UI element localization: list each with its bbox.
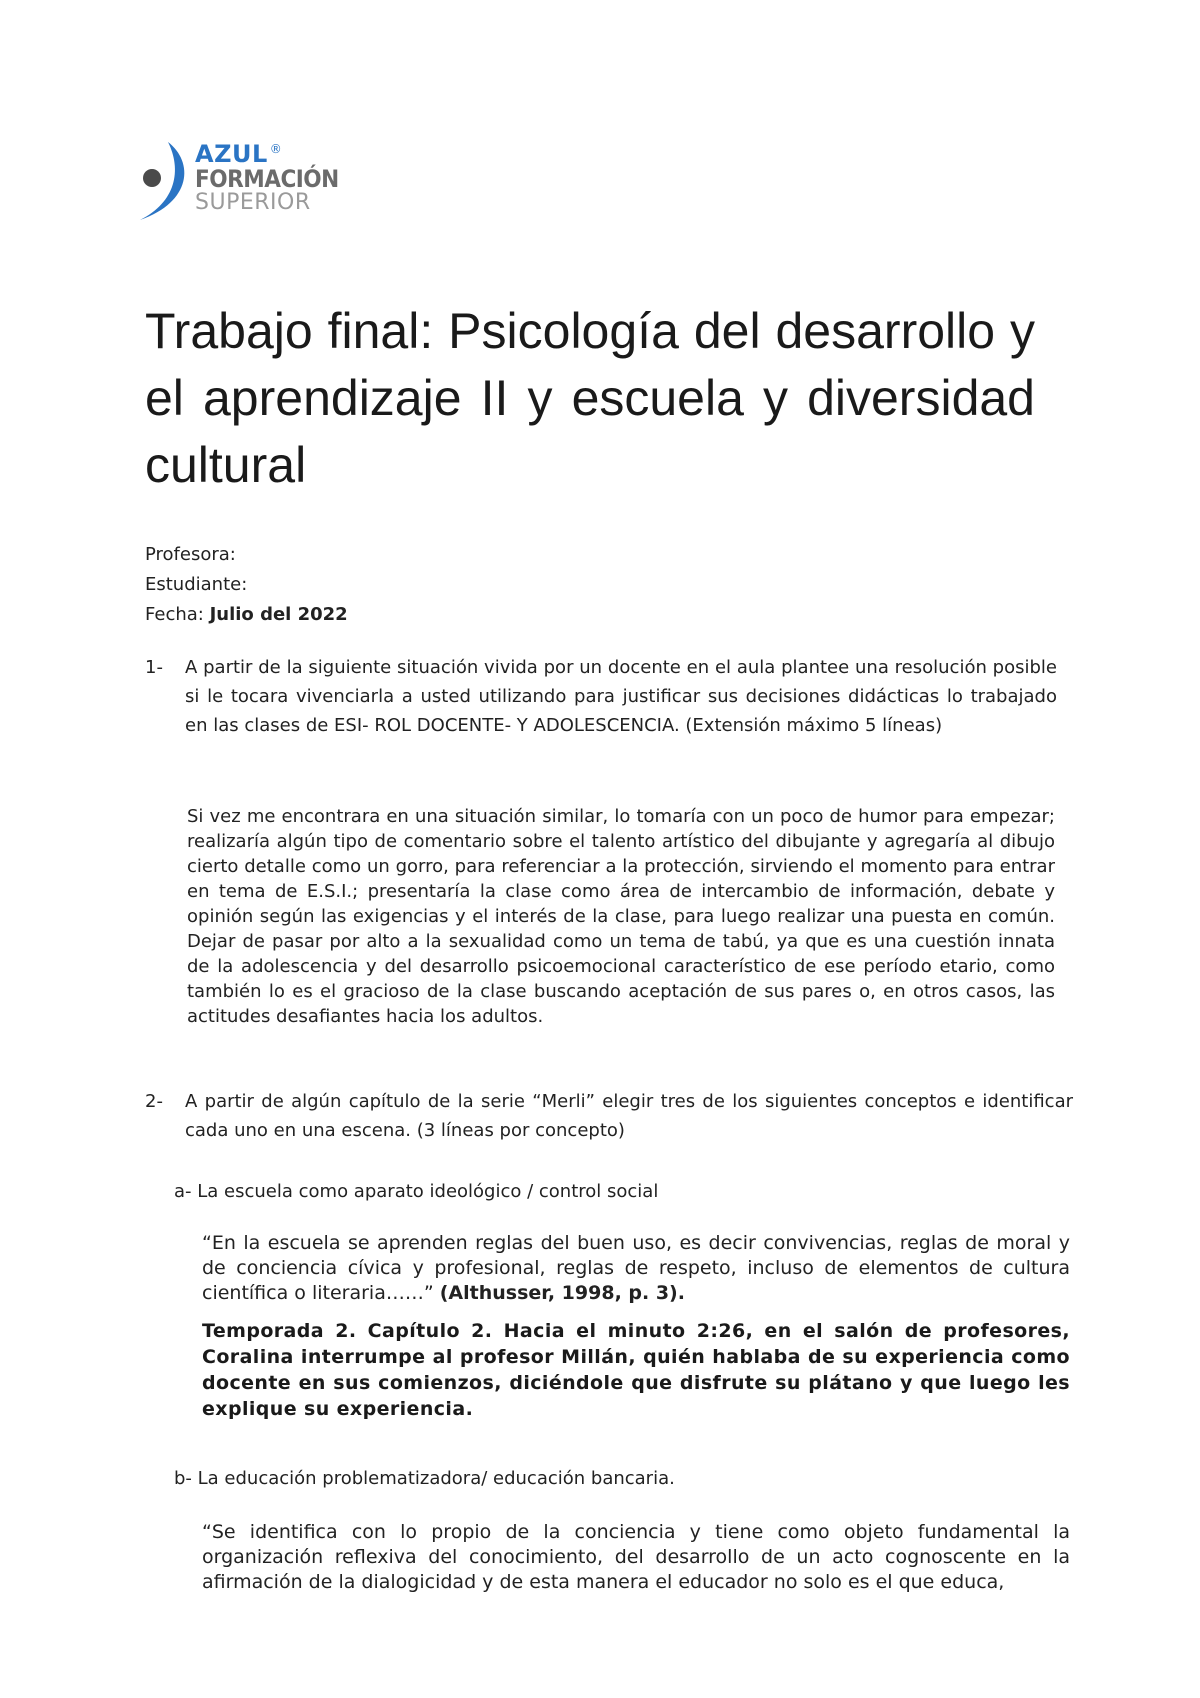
scene-a: Temporada 2. Capítulo 2. Hacia el minuto 2:26, en el salón de profesores, Coralina interrumpe al profesor Millán, quién hablaba de su experiencia como docente en sus comienzos, diciéndole que disfrute su plátano y que luego les explique su experiencia. xyxy=(202,1320,1070,1420)
estudiante-label: Estudiante: xyxy=(145,574,248,595)
quote-citation: (Althusser, 1998, p. 3). xyxy=(439,1282,685,1304)
document-title: Trabajo final: Psicología del desarrollo y el aprendizaje II y escuela y diversidad cultural xyxy=(145,303,1035,493)
logo-azul: AZUL ® xyxy=(195,140,283,168)
fecha-line xyxy=(145,600,348,630)
quote-a xyxy=(202,1231,1070,1306)
question-number: 1- xyxy=(145,657,163,678)
logo-formacion: FORMACIÓN xyxy=(195,165,339,193)
profesora-label: Profesora: xyxy=(145,544,236,565)
logo-swoosh-icon xyxy=(138,140,198,222)
subitem-a xyxy=(174,1178,658,1206)
quote-b: “Se identifica con lo propio de la conciencia y tiene como objeto fundamental la organización reflexiva del conocimiento, del desarrollo de un acto cognoscente en la afirmación de la dialogicidad y de esta manera el educador no solo es el que educa, xyxy=(202,1521,1070,1593)
question-text: A partir de la siguiente situación vivida por un docente en el aula plantee una resolución posible si le tocara vivenciarla a usted utilizando para justificar sus decisiones didácticas lo trabajado en las clases de ESI- ROL DOCENTE- Y ADOLESCENCIA. (Extensión máximo 5 líneas) xyxy=(185,657,1057,736)
question-text: A partir de algún capítulo de la serie “Merli” elegir tres de los siguientes conceptos e identificar cada uno en una escena. (3 líneas por concepto) xyxy=(185,1091,1073,1141)
subitem-b xyxy=(174,1465,675,1493)
subitem-label: La educación problematizadora/ educación bancaria. xyxy=(197,1468,675,1489)
fecha-label: Fecha: xyxy=(145,604,204,625)
subitem-letter: b- xyxy=(174,1468,192,1489)
logo-superior: SUPERIOR xyxy=(195,190,311,215)
brand-logo xyxy=(138,140,338,222)
subitem-label: La escuela como aparato ideológico / control social xyxy=(197,1181,659,1202)
fecha-value: Julio del 2022 xyxy=(209,604,348,625)
subitem-letter: a- xyxy=(174,1181,192,1202)
question-number: 2- xyxy=(145,1091,163,1112)
document-meta xyxy=(145,540,348,630)
quote-text: “En la escuela se aprenden reglas del buen uso, es decir convivencias, reglas de moral y de conciencia cívica y profesional, reglas de respeto, incluso de elementos de cultura científica o literaria……” xyxy=(202,1232,1070,1304)
answer-1: Si vez me encontrara en una situación similar, lo tomaría con un poco de humor para empezar; realizaría algún tipo de comentario sobre el talento artístico del dibujante y agregaría al dibujo cierto detalle como un gorro, para referenciar a la protección, sirviendo el momento para entrar en tema de E.S.I.; presentaría la clase como área de intercambio de información, debate y opinión según las exigencias y el interés de la clase, para luego realizar una puesta en común. Dejar de pasar por alto a la sexualidad como un tema de tabú, ya que es una cuestión innata de la adolescencia y del desarrollo psicoemocional característico de ese período etario, como también lo es el gracioso de la clase buscando aceptación de sus pares o, en otros casos, las actitudes desafiantes hacia los adultos. xyxy=(187,806,1055,1027)
